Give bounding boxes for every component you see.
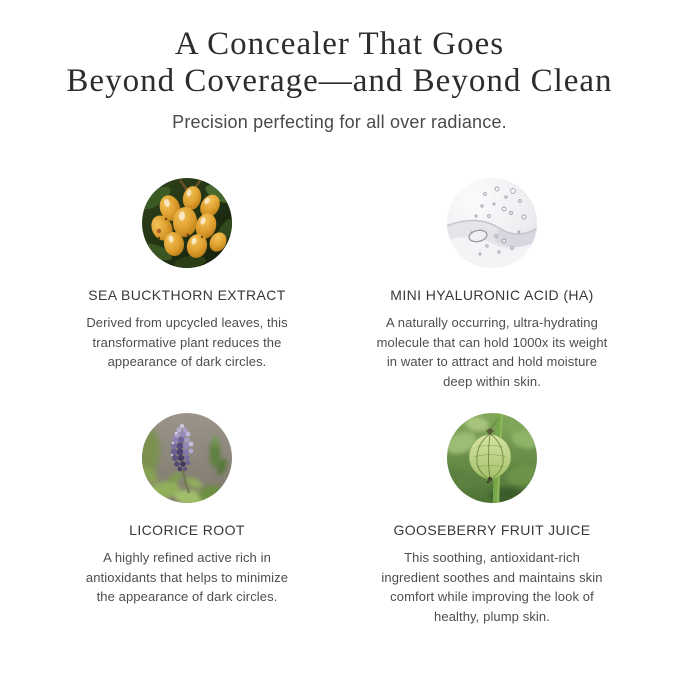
sea-buckthorn-berries-photo	[142, 178, 232, 268]
sea-buckthorn-berries-image	[142, 178, 232, 268]
ingredient-name: SEA BUCKTHORN EXTRACT	[88, 287, 286, 303]
ingredient-card-gooseberry	[340, 413, 645, 648]
title-line-2: Beyond Coverage—and Beyond Clean	[66, 62, 613, 99]
licorice-flower-photo	[142, 413, 232, 503]
page-title	[0, 26, 679, 99]
ingredient-description: Derived from upcycled leaves, this transformative plant reduces the appearance of dark circles.	[86, 315, 288, 369]
ingredient-card-sea-buckthorn	[35, 178, 340, 413]
ingredient-name: MINI HYALURONIC ACID (HA)	[390, 287, 594, 303]
hydrating-gel-image	[447, 178, 537, 268]
ingredient-description: A naturally occurring, ultra-hydrating molecule that can hold 1000x its weight in water to attract and hold moisture deep within skin.	[376, 315, 608, 389]
ingredient-description: This soothing, antioxidant-rich ingredient soothes and maintains skin comfort while improving the look of healthy, plump skin.	[381, 550, 603, 624]
gooseberry-husk-image	[447, 413, 537, 503]
ingredient-description: A highly refined active rich in antioxidants that helps to minimize the appearance of dark circles.	[85, 550, 289, 604]
gooseberry-husk-photo	[447, 413, 537, 503]
header	[0, 0, 679, 133]
ingredient-grid	[35, 178, 645, 648]
title-line-1: A Concealer That Goes	[174, 26, 505, 62]
clear-hydrating-gel-photo	[447, 178, 537, 268]
ingredient-card-licorice-root	[35, 413, 340, 648]
page-subtitle: Precision perfecting for all over radiance.	[172, 112, 507, 132]
licorice-flower-image	[142, 413, 232, 503]
ingredient-name: GOOSEBERRY FRUIT JUICE	[393, 522, 591, 538]
ingredient-name: LICORICE ROOT	[129, 522, 245, 538]
ingredient-card-hyaluronic-acid	[340, 178, 645, 413]
